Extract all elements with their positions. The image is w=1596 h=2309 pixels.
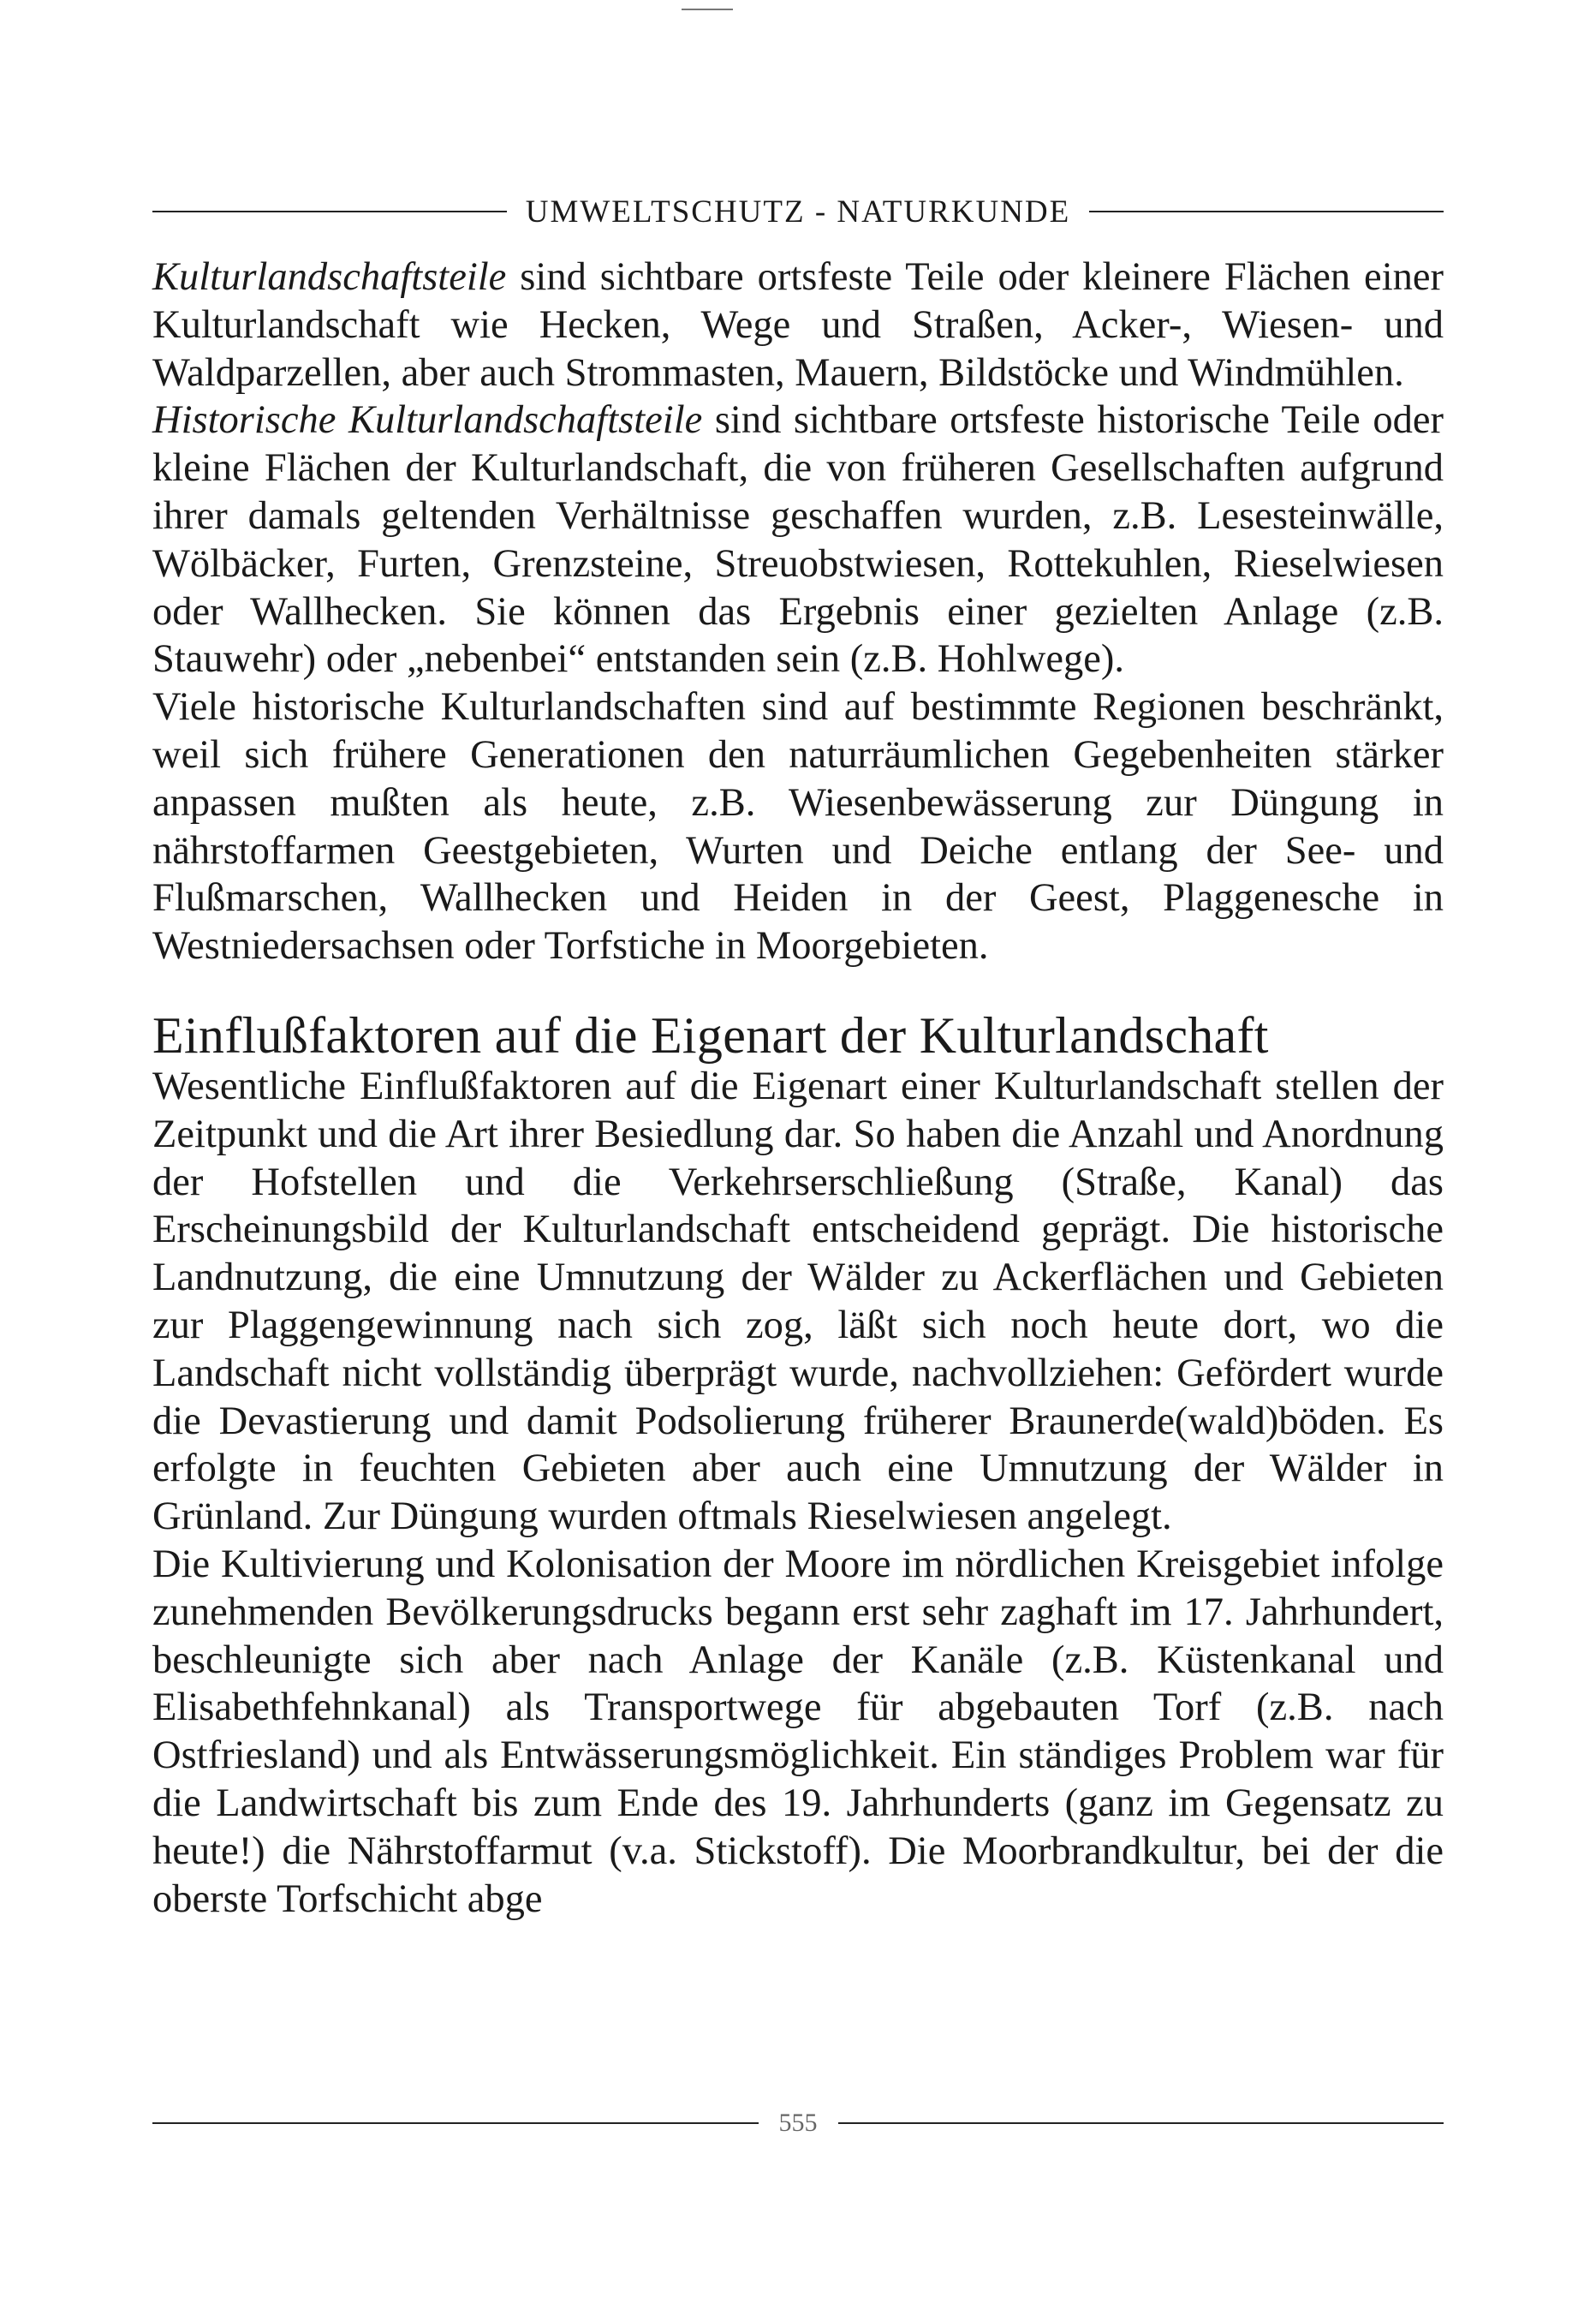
footer-rule-left xyxy=(152,2122,759,2124)
top-edge-mark xyxy=(682,9,733,10)
page-number: 555 xyxy=(778,2109,818,2137)
page-footer xyxy=(152,2102,1444,2145)
running-header-title: UMWELTSCHUTZ - NATURKUNDE xyxy=(525,194,1071,230)
paragraph-text: sind sichtbare ortsfeste historische Teile oder kleine Flächen der Kulturlandschaft, die von früheren Gesellschaften aufgrund ihrer damals geltenden Verhältnisse geschaffen wurden, z.B. Lesesteinwälle, Wölbäcker, Furten, Grenzsteine, Streuobstwiesen, Rottekuhlen, Rieselwiesen oder Wallhecken. Sie können das Ergebnis einer gezielten Anlage (z.B. Stauwehr) oder „nebenbei“ entstanden sein (z.B. Hohlwege). xyxy=(152,398,1444,682)
section-heading: Einflußfaktoren auf die Eigenart der Kulturlandschaft xyxy=(152,1006,1269,1064)
footer-rule-right xyxy=(838,2122,1444,2124)
header-rule-right xyxy=(1089,211,1444,212)
paragraph-kulturlandschaftsteile xyxy=(152,254,1444,397)
paragraph-einflussfaktoren: Wesentliche Einflußfaktoren auf die Eigenart einer Kulturlandschaft stellen der Zeitpunkt und die Art ihrer Besiedlung dar. So haben die Anzahl und Anordnung der Hofstellen und die Verkehrserschließung (Straße, Kanal) das Erscheinungsbild der Kulturlandschaft entscheidend geprägt. Die historische Landnutzung, die eine Umnutzung der Wälder zu Ackerflächen und Gebieten zur Plaggengewinnung nach sich zog, läßt sich noch heute dort, wo die Landschaft nicht vollständig überprägt wurde, nachvollziehen: Gefördert wurde die Devastierung und damit Podsolierung früherer Braunerde(wald)böden. Es erfolgte in feuchten Gebieten aber auch eine Umnutzung der Wälder in Grünland. Zur Düngung wurden oftmals Rieselwiesen angelegt. xyxy=(152,1064,1444,1539)
header-rule-left xyxy=(152,211,507,212)
term-kulturlandschaftsteile: Kulturlandschaftsteile xyxy=(152,255,507,299)
paragraph-text: sind sichtbare ortsfeste Teile oder kleinere Flächen einer Kulturlandschaft wie Hecken, Wege und Straßen, Acker-, Wiesen- und Waldparzellen, aber auch Strommasten, Mauern, Bildstöcke und Windmühlen. xyxy=(152,255,1444,395)
term-historische-kulturlandschaftsteile: Historische Kulturlandschaftsteile xyxy=(152,398,703,443)
paragraph-historische-kulturlandschaftsteile xyxy=(152,397,1444,683)
running-header xyxy=(152,190,1444,233)
paragraph-regionen: Viele historische Kulturlandschaften sind auf bestimmte Regionen beschränkt, weil sich frühere Generationen den naturräumlichen Gegebenheiten stärker anpassen mußten als heute, z.B. Wiesenbewässerung zur Düngung in nährstoffarmen Geestgebieten, Wurten und Deiche entlang der See- und Flußmarschen, Wallhecken und Heiden in der Geest, Plaggenesche in Westniedersachsen oder Torfstiche in Moorgebieten. xyxy=(152,685,1444,969)
page-body xyxy=(152,254,1444,1923)
paragraph-kultivierung-moore: Die Kultivierung und Kolonisation der Moore im nördlichen Kreisgebiet infolge zunehmenden Bevölkerungsdrucks begann erst sehr zaghaft im 17. Jahrhundert, beschleunigte sich aber nach Anlage der Kanäle (z.B. Küstenkanal und Elisabethfehnkanal) als Transportwege für abgebauten Torf (z.B. nach Ostfriesland) und als Entwässerungsmöglichkeit. Ein ständiges Problem war für die Landwirtschaft bis zum Ende des 19. Jahrhunderts (ganz im Gegensatz zu heute!) die Nährstoffarmut (v.a. Stickstoff). Die Moorbrandkultur, bei der die oberste Torfschicht abge xyxy=(152,1542,1444,1921)
